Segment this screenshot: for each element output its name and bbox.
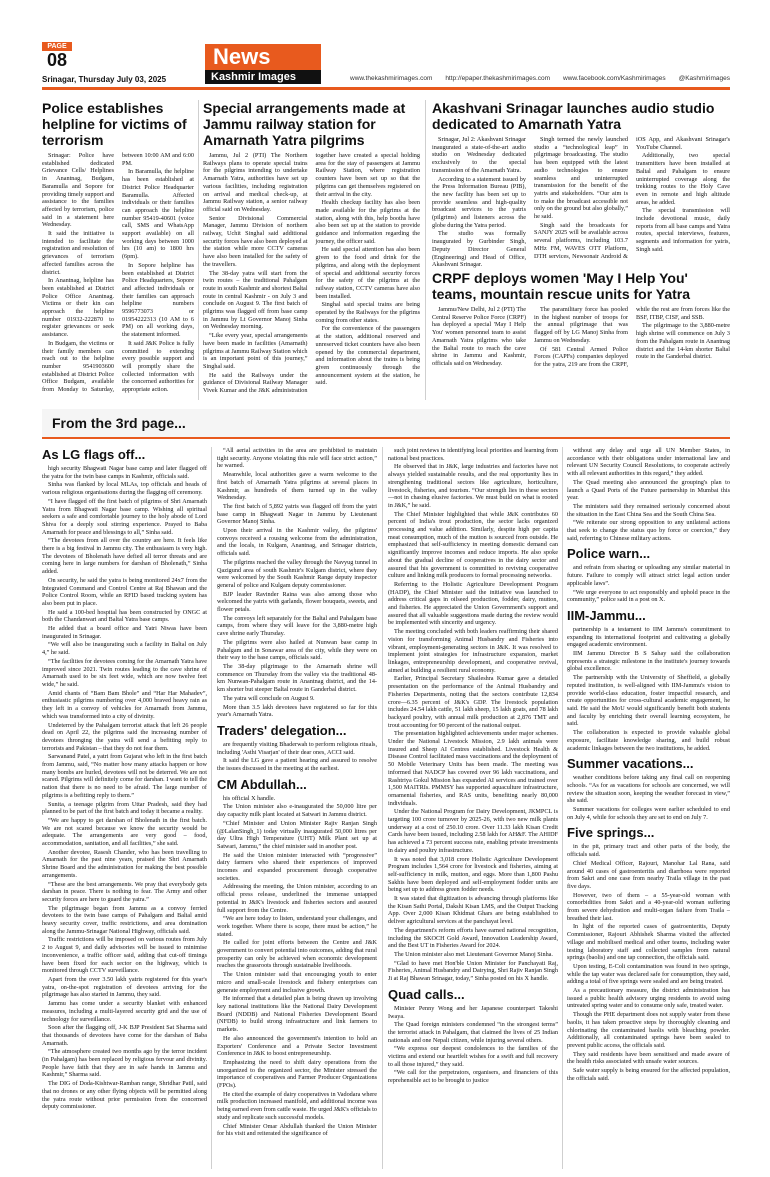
continuation-column-4: [567, 447, 730, 1169]
continuation-title: Quad calls...: [388, 986, 465, 1002]
paragraph: As a precautionary measure, the district administration has issued a public health advisory urging residents to avoid using untreated spring water and to consume only safe, treated water.: [567, 987, 730, 1010]
continuation-body: [217, 447, 377, 719]
facebook-link[interactable]: www.facebook.com/Kashmirimages: [563, 75, 666, 82]
paragraph: Minister Penny Wong and her Japanese counterpart Takeshi Iwaya.: [388, 1004, 558, 1020]
paragraph: high security Bhagwati Nagar base camp and later flagged off the yatra for the twin base camps in Kashmir, officials said.: [42, 465, 207, 480]
page-badge: [42, 42, 72, 69]
paragraph: Safe water supply is being ensured for the affected population, the officials said.: [567, 1067, 730, 1082]
continuation-body: [567, 626, 730, 752]
paragraph: “These are the best arrangements. We pray that everybody gets darshan in peace. There is nothing to fear. The Army and other security forces are here to guard the yatra.”: [42, 880, 207, 903]
paragraph: “I have flagged off the first batch of pilgrims of Shri Amarnath Yatra from Bhagwati Nagar base camp. Wishing all spiritual seekers a safe and comfortable journey to the holy abode of Lord Shiva for a deeply soul stirring experience. Prayed to Baba Amarnath for peace and blessings to all,” Sinha said.: [42, 497, 207, 536]
continuation-column-1: [42, 447, 207, 1169]
paragraph: Sunita, a teenage pilgrim from Uttar Pradesh, said they had planned to be part of the first batch and today it became a reality.: [42, 800, 207, 816]
paragraph: The Quad foreign ministers condemned “in the strongest terms” the terrorist attack in Pahalgam, that claimed the lives of 25 Indian nationals and one Nepali citizen, while injuring several others.: [388, 1021, 558, 1044]
paragraph: Jammu, Jul 2 (PTI) The Northern Railways plans to operate special trains for the pilgrims intending to undertake Amarnath Yatra, authorities have set up various facilities, including registration on arrival and medical check-up, at Jammu Railway station, a senior railway official said on Wednesday.: [203, 152, 308, 213]
continuation-body: [567, 843, 730, 1082]
paragraph: He called for joint efforts between the Centre and J&K government to convert potential into outcomes, adding that rural prosperity can only be achieved when economic development reaches the grassroots through sustainable livelihoods.: [217, 939, 377, 970]
paragraph: It was stated that digitization is advancing through platforms like the Kisan Sathi Portal, Dakshi Kisan LMS, and the Output Tracking App. Over 2,000 Kisan Khidmat Ghars are being established to deliver agricultural services at the panchayat level.: [388, 895, 558, 926]
paragraph: Additionally, two special transmitters have been installed at Baltal and Pahalgam to ensure uninterrupted coverage along the trekking routes to the Holy Cave even in remote and high altitude areas, he added.: [636, 152, 730, 206]
paragraph: such joint reviews in identifying local priorities and learning from national best practices.: [388, 447, 558, 462]
story-body: [42, 152, 194, 394]
paragraph: The department's reform efforts have earned national recognition, including the SKOCH Gold Award, Innovation Leadership Award, and the Best UT in Fisheries Award for 2024.: [388, 926, 558, 950]
paragraph: He added that a board office and Yatri Niwas have been inaugurated in Srinagar.: [42, 625, 207, 640]
continuation-title: As LG flags off...: [42, 447, 146, 462]
paragraph: Chief Minister Omar Abdullah thanked the Union Minister for his visit and reiterated the significance of: [217, 1122, 377, 1138]
paragraph: Upon testing, E-Coli contamination was found in two springs, while the tap water was declared safe for consumption, they said, adding a total of five springs were sealed and are being treated.: [567, 962, 730, 986]
continuation-column-3: [388, 447, 558, 1169]
paragraph: Singh termed the newly launched studio a “technological leap” in pilgrimage broadcasting. The studio has been equipped with the latest audio technologies to ensure seamless and uninterrupted transmission for the benefit of the yatris and stakeholders. “Our aim is to make the broadcast accessible not only on the ground but also globally,” he said.: [534, 136, 628, 221]
paragraph: BJP leader Ravinder Raina was also among those who welcomed the yatris with garlands, flower bouquets, sweets, and flower petals.: [217, 590, 377, 614]
paragraph: The ministers said they remained seriously concerned about the situation in the East China Sea and the South China Sea.: [567, 502, 730, 518]
continuation-title: Summer vacations...: [567, 756, 694, 772]
paragraph: Meanwhile, local authorities gave a warm welcome to the first batch of Amarnath Yatra pilgrims at several places in Kashmir, as hundreds of them turned up in the valley Wednesday.: [217, 471, 377, 502]
paragraph: and refrain from sharing or uploading any similar material in future. Failure to comply will attract strict legal action under applicable laws”.: [567, 564, 730, 587]
story-body: [432, 136, 730, 268]
paragraph: The pilgrimage to the 3,880-metre high shrine will commence on July 3 from the Pahalgam route in Anantnag district and the 14-km shorter Baltal route in the Ganderbal district.: [636, 322, 730, 361]
paragraph: Health checkup facility has also been made available for the pilgrims at the station, along with this, help booths have also been set up at the station to provide guidance and information regarding the journey, the officer said.: [315, 199, 420, 245]
paragraph: Undeterred by the Pahalgam terrorist attack that left 26 people dead on April 22, the pilgrims said the increasing number of devotees thronging the yatra will send a befitting reply to terrorists and Pakistan – that they do not fear them.: [42, 721, 207, 752]
paragraph: Of 581 Central Armed Police Forces (CAPFs) companies deployed for the yatra, 219 are from the CRPF, while the rest are from forces like the BSF, ITBP, CISF, and SSB.: [534, 306, 730, 368]
paragraph: without any delay and urge all UN Member States, in accordance with their obligations under international law and relevant UN Security Council Resolutions, to cooperate actively with all relevant authorities in this regard,” they added.: [567, 447, 730, 478]
column-divider: [198, 100, 199, 400]
story-headline: CRPF deploys women 'May I Help You' teams, mountain rescue units for Yatra: [432, 270, 691, 302]
paragraph: Sinha was flanked by local MLAs, top officials and heads of various religious organisations during the flagging off ceremony.: [42, 481, 207, 497]
paragraph: In Baramulla, the helpline has been established at District Police Headquarter Baramulla. Affected individuals or their families can approach the helpline number 95419-40601 (voice call, SMS and WhatsApp support available) on all working days between 1000 hrs (10 am) to 1800 hrs (6pm).: [122, 168, 194, 261]
column-divider: [425, 100, 426, 400]
paragraph: “We are happy to get darshan of Bholenath in the first batch. We are not scared because we know the security would be adequate. The arrangements are very good – food, accommodation, sanitation, and all facilities,” she said.: [42, 816, 207, 848]
paragraph: “Like every year, special arrangements have been made in facilities (Amarnath) pilgrims at Jammu Railway Station which is an important point of this journey,” Singhal said.: [203, 332, 308, 370]
story-crpf-teams: [432, 270, 730, 400]
paragraph: “We are here today to listen, understand your challenges, and work together. Where there is scope, there must be action,” he stated.: [217, 915, 377, 938]
section-title: From the 3rd page...: [52, 415, 186, 431]
story-headline: Akashvani Srinagar launches audio studio dedicated to Amarnath Yatra: [432, 100, 715, 132]
paragraph: Summer vacations for colleges were earlier scheduled to end on July 4, while for schools they are set to end on July 7.: [567, 806, 730, 821]
paragraph: It said the LG gave a patient hearing and assured to resolve the issues discussed in the meeting at the earliest.: [217, 757, 377, 773]
paragraph: Srinagar: Police have established dedicated Grievance Cells/ Helplines in Anantnag, Budgam, Baramulla and Sopore for providing timely support and assistance to the families affected by terrorism, police said in a statement here Wednesday.: [42, 152, 115, 229]
paragraph: Though the PHE department does not supply water from these baolis, it has taken proactive steps by thoroughly cleaning and chlorinating the contaminated baolis with bleaching powder. Additionally, all contaminated springs have been sealed to prevent public access, the officials said.: [567, 1011, 730, 1049]
column-divider: [562, 447, 563, 1169]
paragraph: The Union minister also met Lieutenant Governor Manoj Sinha.: [394, 951, 553, 958]
paragraph: The DIG of Doda-Kishtwar-Ramban range, Shridhar Patil, said that no drones or any other flying objects will be permitted along the yatra route without prior permission from the concerned deputy commissioner.: [42, 1080, 207, 1111]
masthead-rule: [42, 87, 730, 90]
paragraph: The Quad meeting also announced the grouping's plan to launch a Quad Ports of the Future partnership in Mumbai this year.: [567, 478, 730, 502]
paragraph: The 38-day pilgrimage to the Amarnath shrine will commence on Thursday from the valley via the traditional 48-km Nunwan-Pahalgam route in Anantnag district, and the 14-km shorter but steeper Baltal route in Ganderbal district.: [217, 662, 377, 694]
paragraph: However, two of them – a 55-year-old woman with comorbidities from Sakri and a 40-year-old woman suffering from severe dehydration and multi-organ failure from Traila – breathed their last.: [567, 891, 730, 922]
section-name: News: [205, 44, 321, 70]
continuation-title: Police warn...: [567, 546, 651, 562]
paragraph: For the convenience of the passengers at the station, additional reserved and unreserved ticket counters have also been opened by the commercial department, and information about the trains is being given continuously through the announcement system at the station, he said.: [315, 325, 420, 387]
continuation-body: [388, 447, 558, 983]
paragraph: “The facilities for devotees coming for the Amarnath Yatra have improved since 2021. Twin routes leading to the cave shrine of Amarnath used to be six feet wide, which are now twelve feet wide,” he said.: [42, 657, 207, 688]
paragraph: He said the Railways under the guidance of Divisional Railway Manager Vivek Kumar and the J&K administration together have created a special holding area for the stay of passengers at Jammu Railway Station, where registration counters have been set up so that the pilgrims can get themselves registered on their arrival in the city.: [203, 152, 420, 395]
story-headline: Police establishes helpline for victims of terrorism: [42, 100, 187, 148]
continuation-body: [567, 564, 730, 604]
paragraph: In light of the reported cases of gastroenteritis, Deputy Commissioner, Rajouri Abhishek Sharma visited the affected village and mobilised medical and other teams, including water testing laboratory staff and collected samples from natural springs (baolis) and one tap connection, the officials said.: [567, 923, 730, 962]
paragraph: Jammu has come under a security blanket with enhanced measures, including a multi-layered security grid and the use of technology for surveillance.: [42, 1000, 207, 1023]
paragraph: He informed that a detailed plan is being drawn up involving key national institutions like the National Dairy Development Board (NDDB) and National Fisheries Development Board (NFDB) to build strong infrastructure and link farmers to markets.: [217, 995, 377, 1034]
paragraph: Sarwanand Patel, a yatri from Gujarat who left in the first batch from Jammu, said, “No matter how many attacks happen or how many bombs are hurled, devotees will not be deterred. We are not scared. Pilgrims will definitely come for darshan. I want to tell the nation that there is no need to be afraid. The large number of pilgrims is a befitting reply to them.”: [42, 753, 207, 799]
continuation-body: [567, 447, 730, 542]
continuation-title: CM Abdullah...: [217, 776, 307, 792]
paragraph: The pilgrims were also hailed at Nunwan base camp in Pahalgam and in Sonawar area of the city, while they were on their way to the base camps, officials said.: [217, 638, 377, 662]
page-label: PAGE: [42, 42, 72, 51]
continuation-column-2: [217, 447, 377, 1169]
paragraph: According to a statement issued by the Press Information Bureau (PIB), the new facility has been set up to provide seamless and high-quality broadcast services to the yatris (pilgrims) and listeners across the globe during the Yatra period.: [432, 175, 526, 229]
paragraph: On security, he said the yatra is being monitored 24x7 from the Integrated Command and Control Centre at Raj Bhawan and the Police Control Room, while an RFID based tracking system has also been put in place.: [42, 576, 207, 607]
paragraph: “The devotees from all over the country are here. It feels like there is a big festival in Jammu city. The enthusiasm is very high. The devotees of Bholenath have defied all terror threats and are coming here in large numbers for darshan of Bholenath,” Sinha added.: [42, 537, 207, 576]
paragraph: Srinagar, Jul 2: Akashvani Srinagar inaugurated a state-of-the-art audio studio on Wednesday dedicated exclusively to the special transmission of the Amarnath Yatra.: [432, 136, 526, 174]
paragraph: “We express our deepest condolences to the families of the victims and extend our heartfelt wishes for a swift and full recovery to all those injured,” they said.: [388, 1045, 558, 1068]
paragraph: in the pit, primary tract and other parts of the body, the officials said.: [567, 843, 730, 859]
publication-name: Kashmir Images: [205, 70, 321, 84]
paragraph: He also announced the government's intention to hold an Exporters' Conference and a Private Sector Investment Conference in J&K to boost entrepreneurship.: [217, 1034, 377, 1058]
continuation-body: [388, 1005, 558, 1085]
paragraph: “The atmosphere created two months ago by the terror incident (in Pahalgam) has been replaced by religious fervour and divinity. People have faith that they are in safe hands in Jammu and Kashmir,” Sharma said.: [42, 1048, 207, 1079]
paragraph: “Glad to have met Hon'ble Union Minister for Panchayati Raj, Fisheries, Animal Husbandry and Dairying, Shri Rajiv Ranjan Singh Ji at Raj Bhawan Srinagar, today,” Sinha posted on his X handle.: [388, 959, 558, 983]
paragraph: In Budgam, the victims or their family members can reach out to the helpline number 9541903600 established at District Police Office Budgam, available from Monday to Saturday, between 10:00 AM and 6:00 PM.: [42, 152, 194, 394]
paragraph: In Anantnag, helpline has been established at District Police Office Anantnag. Victims or their kin can approach the helpline number 01932-222870 to register grievances or seek assistance.: [42, 277, 114, 339]
paragraph: are frequently visiting Bhaderwah to perform religious rituals, including 'Asthi Visarjan' of their dear ones, ACCI said.: [217, 740, 377, 756]
paragraph: “We reiterate our strong opposition to any unilateral actions that seek to change the status quo by force or coercion,” they said, referring to Chinese military actions.: [567, 519, 730, 542]
paragraph: Soon after the flagging off, J-K BJP President Sat Sharma said that thousands of devotees have come for the darshan of Baba Amarnath.: [42, 1024, 207, 1047]
paragraph: The paramilitary force has pooled in the highest number of troops for the annual pilgrimage that was flagged off by LG Manoj Sinha from Jammu on Wednesday.: [534, 306, 628, 344]
paragraph: his official X handle.: [223, 794, 276, 802]
paragraph: “We call for the perpetrators, organisers, and financiers of this reprehensible act to be brought to justice: [388, 1069, 558, 1085]
continuation-body: [42, 465, 207, 1111]
paragraph: IIM Jammu Director B S Sahay said the collaboration represents a strategic milestone in the institute's journey towards global excellence.: [567, 650, 730, 673]
paragraph: Amid chants of “Bam Bam Bhole” and “Har Har Mahadev”, enthusiastic pilgrims numbering over 4,000 braved heavy rain as they left in a convoy of vehicles for Amarnath from Jammu, which was transformed into a city of divinity.: [42, 689, 207, 720]
paragraph: Under the National Program for Dairy Development, JKMPCL is targeting 100 crore turnover by 2025-26, with two new milk plants underway at a cost of 250.10 crore. Over 11.33 lakh Kisan Credit Cards have been issued, including 2.58 lakh for AH&F. The AHIDF has achieved a 73 percent success rate, enabling private investments in dairy and poultry infrastructure.: [388, 808, 558, 854]
paragraph: Earlier, Principal Secretary Shaileshra Kumar gave a detailed presentation on the performance of the Animal Husbandry and Fisheries Departments, noting that the sectors contribute 12,834 crore—6.35 percent of J&K's GDP. The livestock population includes 24.54 lakh cattle, 51 lakh sheep, 15 lakh goats, and 78 lakh backyard poultry, with annual milk production at 2,876 TMT and trout accounting for 90 percent of the national output.: [388, 675, 558, 729]
story-body: [203, 152, 420, 395]
paragraph: More than 3.5 lakh devotees have registered so far for this year's Amarnath Yatra.: [217, 703, 377, 719]
column-divider: [382, 447, 383, 1169]
paragraph: The Union minister said that encouraging youth to enter micro and small-scale livestock and fishery enterprises can generate employment and inclusive growth.: [217, 971, 377, 994]
paragraph: They said residents have been sensitised and made aware of the health risks associated with unsafe water sources.: [567, 1050, 730, 1066]
story-akashvani-studio: [432, 100, 730, 268]
paragraph: “All aerial activities in the area are prohibited to maintain tight security. Anyone violating this rule will face strict action,” he warned.: [217, 447, 377, 470]
paragraph: Singh said the broadcasts for SANJY 2025 will be available across several platforms, including 103.7 MHz FM, WAVES OTT Platform, DTH services, Newsonair Android & iOS App, and Akashvani Srinagar's YouTube Channel.: [534, 136, 730, 260]
page-number: 08: [46, 50, 68, 70]
paragraph: Upon their arrival in the Kashmir valley, the pilgrims' convoys received a rousing welcome from the administration, and the locals, in Kulgam, Anantnag, and Srinagar districts, officials said.: [217, 527, 377, 558]
website-link[interactable]: www.thekashmirimages.com: [350, 75, 433, 82]
paragraph: Senior Divisional Commercial Manager, Jammu Division of northern railway, Uchit Singhal said additional security forces have also been deployed at the station while more CCTV cameras have also been installed for the safety of the travellers.: [203, 214, 308, 268]
paragraph: Another devotee, Rasesh Chander, who has been travelling to Amarnath for the past nine years, praised the Shri Amarnath Shrine Board and the administration for making the best possible arrangements.: [42, 848, 207, 879]
paragraph: Jammu/New Delhi, Jul 2 (PTI) The Central Reserve Police Force (CRPF) has deployed a special 'May I Help You' women personnel team to assist Amarnath Yatra pilgrims who take the Baltal route to reach the cave shrine in Jammu and Kashmir, officials said on Wednesday.: [432, 306, 526, 367]
story-body: [432, 306, 730, 369]
dateline: Srinagar, Thursday July 03, 2025: [42, 75, 167, 84]
paragraph: It was noted that 3,018 crore Holistic Agriculture Development Program includes 1,564 crore for livestock and fisheries, aiming at self-sufficiency in milk, mutton, and eggs. More than 1,800 Pashu Sakhis have been deployed and self-employment fodder units are being set up to address green fodder needs.: [388, 855, 558, 894]
paragraph: Addressing the meeting, the Union minister, according to an official press release, underlined the immense untapped potential in J&K's livestock and fisheries sectors and assured full support from the Centre.: [217, 883, 377, 914]
paragraph: Chief Medical Officer, Rajouri, Manohar Lal Rana, said around 40 cases of gastroenteritis and diarrhoea were reported from Sakri and one case from nearby Traila village in the past five days.: [567, 859, 730, 890]
paragraph: Traffic restrictions will be imposed on various routes from July 2 to August 9, and daily advisories will be issued to minimise inconvenience, a traffic officer said, adding that cut-off timings have been fixed for each sector on the highway, which is monitored through CCTV surveillance.: [42, 936, 207, 975]
paragraph: The convoys left separately for the Baltal and Pahalgam base camps, from where they will leave for the 3,880-metre high cave shrine early Thursday.: [217, 614, 377, 638]
paragraph: It said J&K Police is fully committed to extending every possible support and will promptly share the collected information with the concerned authorities for appropriate action.: [122, 339, 194, 394]
paragraph: Referring to the Holistic Agriculture Development Program (HADP), the Chief Minister said the initiative was launched to address critical gaps in oilseed production, fodder, dairy, mutton, and fisheries. He appreciated the Union Government's support and assured that all valuable suggestions made during the review would be implemented with sincerity and urgency.: [388, 580, 558, 627]
paragraph: “We will also be inaugurating such a facility in Baltal on July 4,” he said.: [42, 641, 207, 657]
continuation-title: Five springs...: [567, 825, 655, 841]
paragraph: The Union minister also e-inaugurated the 50,000 litre per day capacity milk plant located at Satwari in Jammu district.: [217, 803, 377, 819]
story-police-helpline: [42, 100, 194, 400]
paragraph: partnership is a testament to IIM Jammu's commitment to expanding its international footprint and cultivating a globally engaged academic environment.: [567, 625, 730, 649]
paragraph: He said the Union minister interacted with “progressive” dairy farmers who shared their experiences of improved incomes and expanded procurement through cooperative societies.: [217, 851, 377, 882]
paragraph: The first batch of 5,892 yatris was flagged off from the yatri base camp in Bhagwati Nagar in Jammu by Lieutenant Governor Manoj Sinha.: [217, 502, 377, 526]
masthead-links: [350, 75, 730, 82]
section-header-bar: [42, 409, 730, 439]
paragraph: The yatra will conclude on August 9.: [223, 694, 315, 702]
paragraph: The meeting concluded with both leaders reaffirming their shared vision for transforming Animal Husbandry and Fisheries into vibrant, employment-generating sectors in J&K. It was resolved to implement joint strategies for infrastructure expansion, market linkages, entrepreneurship development, and cooperative revival, aimed at building a resilient rural economy.: [388, 628, 558, 674]
epaper-link[interactable]: http://epaper.thekashmirimages.com: [445, 75, 551, 82]
continuation-title: IIM-Jammu...: [567, 607, 646, 623]
paragraph: He cited the example of dairy cooperatives in Vadodara where milk production increased manifold, and additional income was being earned even from cattle waste. He urged J&K's officials to study and replicate such successful models.: [217, 1090, 377, 1121]
paragraph: The Chief Minister highlighted that while J&K contributes 60 percent of India's trout production, the sector lacks organized processing and value addition. Similarly, despite high per capita meat consumption, much of the mutton is sourced from outside. He emphasized that self-sufficiency in meeting domestic demand can significantly improve incomes and reduce imports. He also spoke about the gradual decline of cooperatives in the dairy sector and assured that his government is committed to reviving cooperative culture and linking milk producers to formal processing networks.: [388, 510, 558, 580]
continuation-body: [217, 741, 377, 773]
paragraph: The presentation highlighted achievements under major schemes. Under the National Livestock Mission, 2.9 lakh animals were insured and Sheep AI Centres established. Livestock Health & Disease Control facilitated mass vaccinations and the deployment of 50 Mobile Veterinary Units has been made. The meeting was informed that NADCP has covered over 96 lakh vaccinations, and Rashtriya Gokul Mission has expanded AI services and trained over 1,500 MAITRIs. PMMSY has supported aquaculture infrastructure, ornamental fisheries, and RAS units, benefiting nearly 80,000 individuals.: [388, 730, 558, 807]
paragraph: “Chief Minister and Union Minister Rajiv Ranjan Singh (@LalanSingh_1) today virtually inaugurated 50,000 litres per day Ultra High Temperature (UHT) Milk Plant set up at Satwari, Jammu,” the chief minister said in another post.: [217, 819, 377, 850]
twitter-link[interactable]: @Kashmirimages: [678, 75, 730, 82]
story-headline: Special arrangements made at Jammu railway station for Amarnath Yatra pilgrims: [203, 100, 406, 148]
paragraph: He said a 100-bed hospital has been constructed by ONGC at both the Chandanwari and Baltal Yatra base camps.: [42, 608, 207, 624]
paragraph: The studio was formally inaugurated by Gurbinder Singh, Deputy Director General (Engineering) and Head of Office, Akashvani Srinagar.: [432, 230, 526, 268]
continuation-body: [567, 774, 730, 821]
paragraph: In Sopore helpline has been established at District Police Headquarters, Sopore and affected individuals or their families can approach helpline numbers 9596773073 or 01954222313 (10 AM to 6 PM) on all working days, the statement informed.: [122, 261, 194, 339]
paragraph: The special transmission will include devotional music, daily reports from all base camps and Yatra routes, special interviews, features, segments and information for yatris, Singh said.: [636, 207, 730, 253]
column-divider: [211, 447, 212, 1169]
paragraph: It said the initiative is intended to facilitate the registration and resolution of grievances of terrorism affected families across the district.: [42, 230, 114, 276]
continuation-body: [217, 795, 377, 1138]
paragraph: Emphasizing the need to shift dairy operations from the unorganized to the organized sector, the Minister stressed the importance of cooperatives and Farmer Producer Organizations (FPOs).: [217, 1058, 377, 1090]
paragraph: “We urge everyone to act responsibly and uphold peace in the community,” police said in a post on X.: [567, 588, 730, 604]
masthead: [0, 0, 770, 98]
paragraph: The 38-day yatra will start from the twin routes – the traditional Pahalgam route in south Kashmir and shortest Baltal route in central Kashmir - on July 3 and conclude on August 9. The first batch of pilgrims was flagged off from base camp in Jammu by Lt Governor Manoj Sinha on Wednesday morning.: [203, 269, 308, 331]
paragraph: weather conditions before taking any final call on reopening schools. “As for as vacations for schools are concerned, we will review the situation soon, keeping the weather forecast in view,” she said.: [567, 774, 730, 805]
paragraph: Apart from the over 3.50 lakh yatris registered for this year's yatra, on-the-spot registration of devotees arriving for the pilgrimage has also started in Jammu, they said.: [42, 976, 207, 999]
paragraph: The collaboration is expected to provide valuable global exposure, facilitate knowledge sharing, and build robust academic linkages between the two institutions, he added.: [567, 729, 730, 752]
paragraph: He observed that in J&K, large industries and factories have not always yielded sustainable results, and the real opportunity lies in strengthening traditional sectors like agriculture, horticulture, livestock, fisheries, and tourism. “Our strength lies in these sectors—not in chasing elusive factories. We must build on what is rooted in J&K,” he said.: [388, 463, 558, 509]
section-logo: [205, 44, 321, 84]
paragraph: The pilgrimage began from Jammu as a convoy ferried devotees to the twin base camps of Pahalgam and Baltal amid heavy security cover, traffic restrictions, and area domination along the Jammu-Srinagar National Highway, officials said.: [42, 904, 207, 935]
paragraph: He said special attention has also been given to the food and drink for the pilgrims, and along with the deployment of special and additional security forces for the safety of the pilgrims at the railway station, CCTV cameras have also been installed.: [315, 246, 420, 300]
paragraph: The pilgrims reached the valley through the Navyug tunnel in Qazigund area of south Kashmir's Kulgam district, where they were welcomed by the South Kashmir Range deputy inspector general of police and Kulgam deputy commissioner.: [217, 558, 377, 589]
story-jammu-railway: [203, 100, 420, 400]
paragraph: The partnership with the University of Sheffield, a globally reputed institution, is well-aligned with IIM-Jammu's vision to provide world-class education, foster impactful research, and create opportunities for cross-cultural academic engagement, he said. He said the MoU would significantly benefit both students and faculty by enriching their overall learning ecosystem, he said.: [567, 674, 730, 728]
continuation-title: Traders' delegation...: [217, 722, 347, 738]
paragraph: Singhal said special trains are being operated by the Railways for the pilgrims coming from other states.: [315, 301, 420, 324]
